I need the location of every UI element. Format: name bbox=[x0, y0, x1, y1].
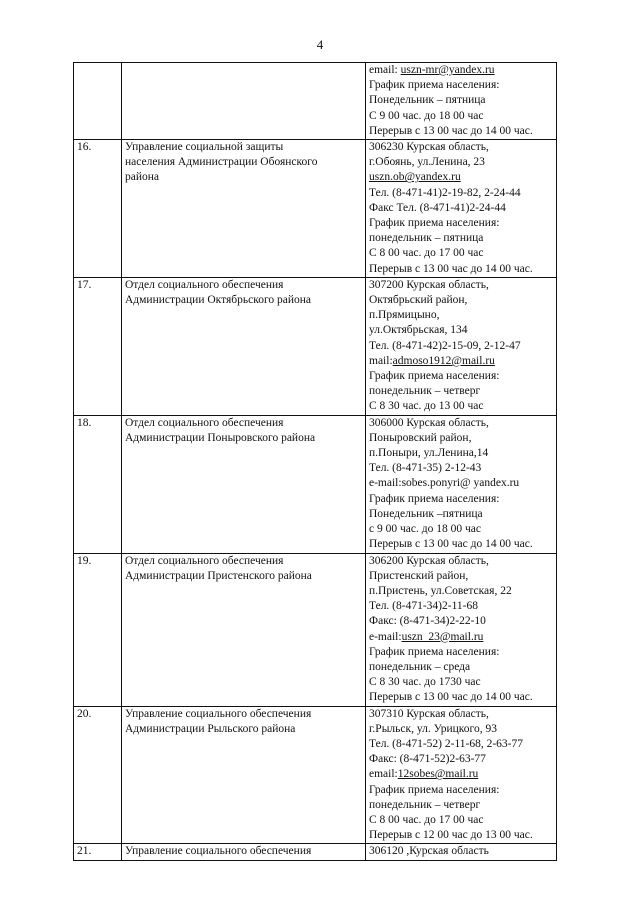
row-number: 19. bbox=[74, 553, 122, 706]
contact-line: График приема населения: bbox=[369, 783, 500, 796]
contact-line: График приема населения: bbox=[369, 79, 500, 92]
table-row bbox=[74, 706, 557, 844]
row-number: 18. bbox=[74, 415, 122, 553]
contact-line: График приема населения: bbox=[369, 217, 500, 230]
contact-line: Перерыв с 13 00 час до 14 00 час. bbox=[369, 691, 533, 704]
organization-name-line: Отдел социального обеспечения bbox=[125, 278, 284, 291]
table-row bbox=[74, 63, 557, 140]
organization-name-line: Управление социальной защиты bbox=[125, 141, 284, 154]
contact-label: e-mail: bbox=[369, 630, 402, 643]
organization-cell bbox=[122, 706, 366, 844]
contact-line: График приема населения: bbox=[369, 645, 500, 658]
contact-line: График приема населения: bbox=[369, 492, 500, 505]
contact-line: Пристенский район, bbox=[369, 569, 469, 582]
contact-line: С 8 30 час. до 13 00 час bbox=[369, 400, 484, 413]
contact-line: Тел. (8-471-52) 2-11-68, 2-63-77 bbox=[369, 737, 524, 750]
contact-line bbox=[369, 63, 553, 78]
organization-cell bbox=[122, 277, 366, 415]
contact-line: с 9 00 час. до 18 00 час bbox=[369, 523, 481, 536]
email-link[interactable]: uszn_23@mail.ru bbox=[401, 630, 484, 643]
contact-line: п.Поныри, ул.Ленина,14 bbox=[369, 447, 489, 460]
contact-line: Перерыв с 13 00 час до 14 00 час. bbox=[369, 124, 533, 137]
contact-label: email: bbox=[369, 64, 401, 76]
contact-line: г.Обоянь, ул.Ленина, 23 bbox=[369, 156, 485, 169]
contact-line: Факс: (8-471-52)2-63-77 bbox=[369, 753, 486, 766]
contact-line: График приема населения: bbox=[369, 370, 500, 383]
contact-line: 306000 Курская область, bbox=[369, 416, 489, 429]
contact-cell bbox=[366, 63, 557, 140]
contact-line: понедельник – среда bbox=[369, 660, 471, 673]
contact-line: Понедельник – пятница bbox=[369, 94, 486, 107]
organization-cell bbox=[122, 415, 366, 553]
organization-cell bbox=[122, 844, 366, 860]
organization-name-line: населения Администрации Обоянского bbox=[125, 156, 318, 169]
table-row bbox=[74, 415, 557, 553]
contact-line: Перерыв с 13 00 час до 14 00 час. bbox=[369, 262, 533, 275]
contact-line: Перерыв с 12 00 час до 13 00 час. bbox=[369, 829, 533, 842]
contacts-table bbox=[73, 62, 557, 861]
email-link[interactable]: 12sobes@mail.ru bbox=[397, 768, 479, 781]
contact-cell bbox=[366, 706, 557, 844]
contact-line: С 9 00 час. до 18 00 час bbox=[369, 109, 484, 122]
contact-line: Поныровский район, bbox=[369, 431, 472, 444]
organization-cell bbox=[122, 63, 366, 140]
contact-line: Тел. (8-471-34)2-11-68 bbox=[369, 600, 478, 613]
contact-line bbox=[369, 630, 553, 645]
contact-cell bbox=[366, 415, 557, 553]
contact-label: mail: bbox=[369, 354, 393, 367]
organization-name-line: Управление социального обеспечения bbox=[125, 707, 312, 720]
organization-name-line: Отдел социального обеспечения bbox=[125, 554, 284, 567]
contact-cell bbox=[366, 553, 557, 706]
contact-line: Тел. (8-471-35) 2-12-43 bbox=[369, 462, 482, 475]
contact-line: ул.Октябрьская, 134 bbox=[369, 324, 468, 337]
row-number: 20. bbox=[74, 706, 122, 844]
contact-line: Тел. (8-471-42)2-15-09, 2-12-47 bbox=[369, 339, 521, 352]
row-number: 17. bbox=[74, 277, 122, 415]
organization-name-line: Администрации Октябрьского района bbox=[125, 294, 312, 307]
contact-line: Тел. (8-471-41)2-19-82, 2-24-44 bbox=[369, 186, 521, 199]
organization-name-line: Администрации Пристенского района bbox=[125, 569, 312, 582]
contact-line: С 8 00 час. до 17 00 час bbox=[369, 247, 484, 260]
table-row bbox=[74, 140, 557, 278]
row-number: 16. bbox=[74, 140, 122, 278]
contact-label: email: bbox=[369, 768, 398, 781]
contact-line bbox=[369, 170, 553, 185]
contact-line: Октябрьский район, bbox=[369, 294, 468, 307]
organization-cell bbox=[122, 140, 366, 278]
contact-line: 306120 ,Курская область bbox=[369, 845, 489, 858]
contact-line: Факс Тел. (8-471-41)2-24-44 bbox=[369, 201, 506, 214]
contact-line: п.Пристень, ул.Советская, 22 bbox=[369, 584, 512, 597]
organization-name-line: Администрации Поныровского района bbox=[125, 431, 316, 444]
contact-line: С 8 00 час. до 17 00 час bbox=[369, 813, 484, 826]
contact-line bbox=[369, 767, 553, 782]
contact-line bbox=[369, 354, 553, 369]
contact-line: понедельник – четверг bbox=[369, 385, 481, 398]
contact-line: e-mail:sobes.ponyri@ yandex.ru bbox=[369, 477, 520, 490]
contact-line: 307200 Курская область, bbox=[369, 278, 489, 291]
contact-line: 307310 Курская область, bbox=[369, 707, 489, 720]
contact-cell bbox=[366, 844, 557, 860]
organization-name-line: Управление социального обеспечения bbox=[125, 845, 312, 858]
email-link[interactable]: uszn.ob@yandex.ru bbox=[369, 171, 461, 184]
contact-line: Понедельник –пятница bbox=[369, 507, 483, 520]
row-number bbox=[74, 63, 122, 140]
row-number: 21. bbox=[74, 844, 122, 860]
page-number: 4 bbox=[316, 37, 324, 52]
table-row bbox=[74, 277, 557, 415]
contact-cell bbox=[366, 140, 557, 278]
contact-line: С 8 30 час. до 1730 час bbox=[369, 676, 481, 689]
contact-line: Перерыв с 13 00 час до 14 00 час. bbox=[369, 538, 533, 551]
contact-line: Факс: (8-471-34)2-22-10 bbox=[369, 615, 486, 628]
contact-line: 306230 Курская область, bbox=[369, 141, 489, 154]
contact-line: г.Рыльск, ул. Урицкого, 93 bbox=[369, 722, 497, 735]
email-link[interactable]: admoso1912@mail.ru bbox=[392, 354, 495, 367]
organization-name-line: Администрации Рыльского района bbox=[125, 722, 296, 735]
email-link[interactable]: uszn-mr@yandex.ru bbox=[400, 64, 495, 76]
contacts-table-body bbox=[74, 63, 557, 861]
contact-line: понедельник – четверг bbox=[369, 798, 481, 811]
table-row bbox=[74, 844, 557, 860]
organization-name-line: Отдел социального обеспечения bbox=[125, 416, 284, 429]
contact-line: п.Прямицыно, bbox=[369, 309, 440, 322]
organization-cell bbox=[122, 553, 366, 706]
table-row bbox=[74, 553, 557, 706]
contact-line: 306200 Курская область, bbox=[369, 554, 489, 567]
organization-name-line: района bbox=[125, 171, 160, 184]
contact-line: понедельник – пятница bbox=[369, 232, 484, 245]
contact-cell bbox=[366, 277, 557, 415]
